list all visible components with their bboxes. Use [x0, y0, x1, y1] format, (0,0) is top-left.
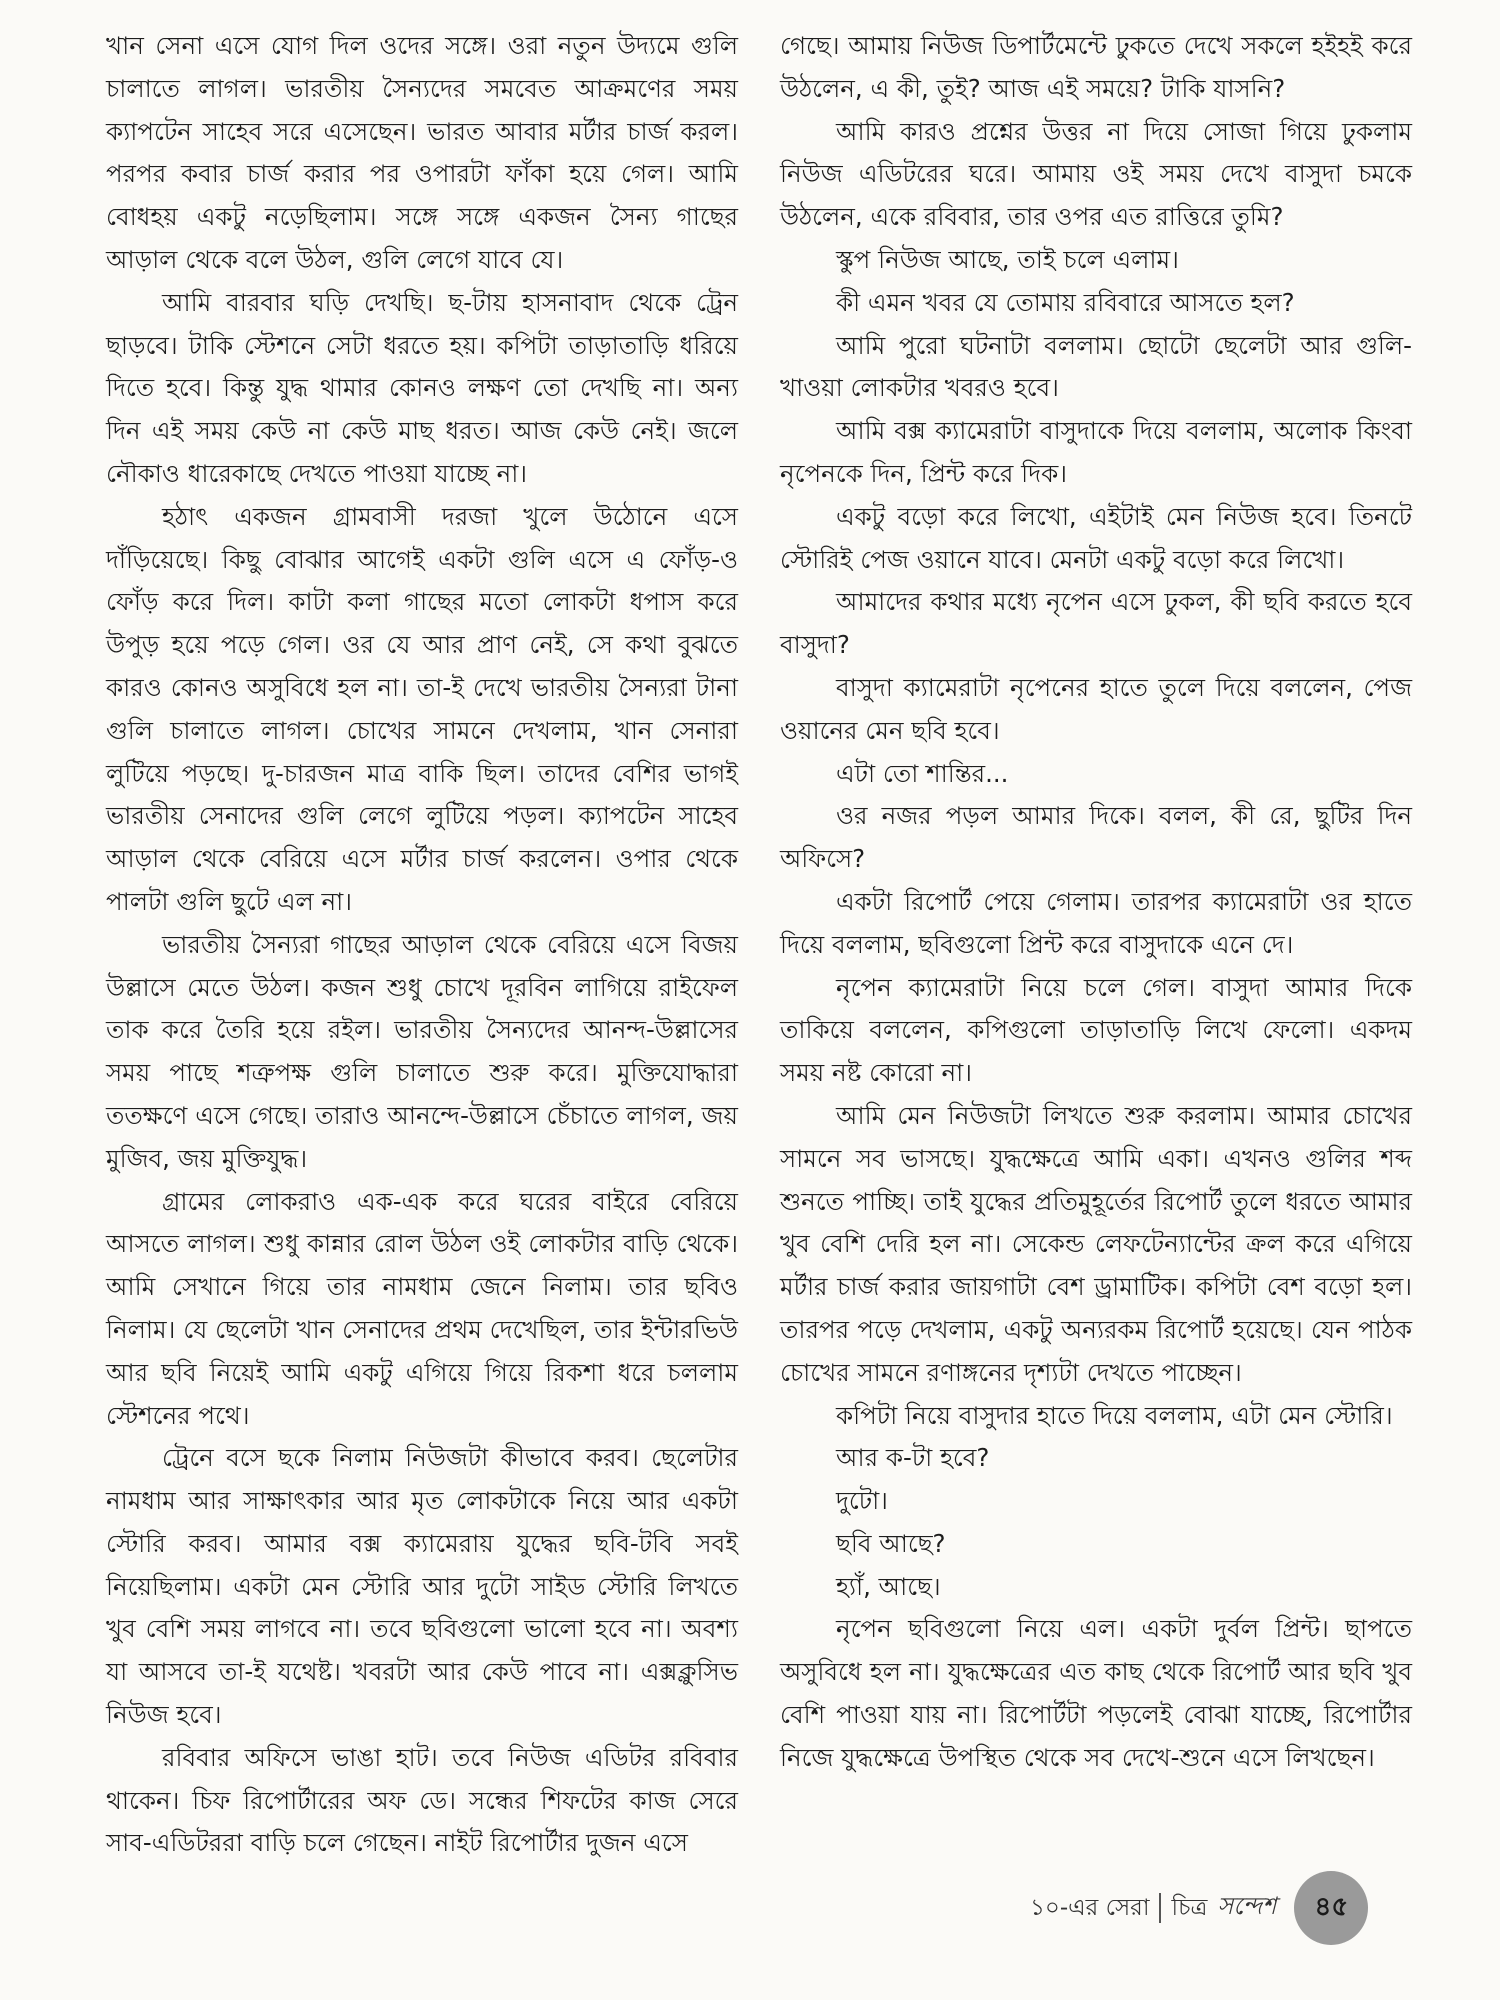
- page-footer: [1030, 1878, 1368, 1938]
- page-number: ৪৫: [1314, 1892, 1349, 1922]
- paragraph: কী এমন খবর যে তোমায় রবিবারে আসতে হল?: [836, 287, 1295, 317]
- paragraph: হঠাৎ একজন গ্রামবাসী দরজা খুলে উঠোনে এসে দাঁড়িয়েছে। কিছু বোঝার আগেই একটা গুলি এসে এ ফোঁড়-ও ফোঁড় করে দিল। কাটা কলা গাছের মতো লোকটা ধপাস করে উপুড় হয়ে পড়ে গেল। ওর যে আর প্রাণ নেই, সে কথা বুঝতে কারও কোনও অসুবিধে হল না। তা-ই দেখে ভারতীয় সৈন্যরা টানা গুলি চালাতে লাগল। চোখের সামনে দেখলাম, খান সেনারা লুটিয়ে পড়ছে। দু-চারজন মাত্র বাকি ছিল। তাদের বেশির ভাগই ভারতীয় সেনাদের গুলি লেগে লুটিয়ে পড়ল। ক্যাপটেন সাহেব আড়াল থেকে বেরিয়ে এসে মর্টার চার্জ করলেন। ওপার থেকে পালটা গুলি ছুটে এল না।: [106, 501, 738, 916]
- paragraph: আর ক-টা হবে?: [836, 1443, 990, 1473]
- footer-divider: [1159, 1893, 1161, 1923]
- paragraph: একটা রিপোর্ট পেয়ে গেলাম। তারপর ক্যামেরাটা ওর হাতে দিয়ে বললাম, ছবিগুলো প্রিন্ট করে বাসুদাকে এনে দে।: [780, 886, 1412, 959]
- footer-prefix: চিত্র: [1171, 1894, 1208, 1921]
- paragraph: রবিবার অফিসে ভাঙা হাট। তবে নিউজ এডিটর রবিবার থাকেন। চিফ রিপোর্টারের অফ ডে। সন্ধের শিফটের কাজ সেরে সাব-এডিটররা বাড়ি চলে গেছেন। নাইট রিপোর্টার দুজন এসে: [106, 1742, 738, 1858]
- paragraph: একটু বড়ো করে লিখো, এইটাই মেন নিউজ হবে। তিনটে স্টোরিই পেজ ওয়ানে যাবে। মেনটা একটু বড়ো করে লিখো।: [780, 501, 1412, 574]
- page-number-badge: [1294, 1871, 1368, 1945]
- paragraph: দুটো।: [836, 1486, 888, 1516]
- series-label: ১০-এর সেরা: [1030, 1894, 1150, 1921]
- paragraph: আমি পুরো ঘটনাটা বললাম। ছোটো ছেলেটা আর গুলি-খাওয়া লোকটার খবরও হবে।: [780, 330, 1412, 403]
- paragraph: গেছে। আমায় নিউজ ডিপার্টমেন্টে ঢুকতে দেখে সকলে হইহই করে উঠলেন, এ কী, তুই? আজ এই সময়ে? টাকি যাসনি?: [780, 31, 1412, 103]
- paragraph: আমি বারবার ঘড়ি দেখছি। ছ-টায় হাসনাবাদ থেকে ট্রেন ছাড়বে। টাকি স্টেশনে সেটা ধরতে হয়। কপিটা তাড়াতাড়ি ধরিয়ে দিতে হবে। কিন্তু যুদ্ধ থামার কোনও লক্ষণ তো দেখছি না। অন্য দিন এই সময় কেউ না কেউ মাছ ধরত। আজ কেউ নেই। জলে নৌকাও ধারেকাছে দেখতে পাওয়া যাচ্ছে না।: [106, 287, 738, 488]
- paragraph: কপিটা নিয়ে বাসুদার হাতে দিয়ে বললাম, এটা মেন স্টোরি।: [836, 1400, 1393, 1430]
- paragraph: বাসুদা ক্যামেরাটা নৃপেনের হাতে তুলে দিয়ে বললেন, পেজ ওয়ানের মেন ছবি হবে।: [780, 672, 1412, 745]
- magazine-brand: সন্দেশ: [1217, 1892, 1277, 1920]
- paragraph: আমি বক্স ক্যামেরাটা বাসুদাকে দিয়ে বললাম, অলোক কিংবা নৃপেনকে দিন, প্রিন্ট করে দিক।: [780, 416, 1412, 488]
- paragraph: গ্রামের লোকরাও এক-এক করে ঘরের বাইরে বেরিয়ে আসতে লাগল। শুধু কান্নার রোল উঠল ওই লোকটার বাড়ি থেকে। আমি সেখানে গিয়ে তার নামধাম জেনে নিলাম। তার ছবিও নিলাম। যে ছেলেটা খান সেনাদের প্রথম দেখেছিল, তার ইন্টারভিউ আর ছবি নিয়েই আমি একটু এগিয়ে গিয়ে রিকশা ধরে চললাম স্টেশনের পথে।: [106, 1186, 738, 1430]
- paragraph: আমি কারও প্রশ্নের উত্তর না দিয়ে সোজা গিয়ে ঢুকলাম নিউজ এডিটরের ঘরে। আমায় ওই সময় দেখে বাসুদা চমকে উঠলেন, একে রবিবার, তার ওপর এত রাত্তিরে তুমি?: [780, 116, 1412, 232]
- paragraph: ভারতীয় সৈন্যরা গাছের আড়াল থেকে বেরিয়ে এসে বিজয় উল্লাসে মেতে উঠল। কজন শুধু চোখে দূরবিন লাগিয়ে রাইফেল তাক করে তৈরি হয়ে রইল। ভারতীয় সৈন্যদের আনন্দ-উল্লাসের সময় পাছে শত্রুপক্ষ গুলি চালাতে শুরু করে। মুক্তিযোদ্ধারা ততক্ষণে এসে গেছে। তারাও আনন্দে-উল্লাসে চেঁচাতে লাগল, জয় মুজিব, জয় মুক্তিযুদ্ধ।: [106, 929, 738, 1173]
- paragraph: নৃপেন ক্যামেরাটা নিয়ে চলে গেল। বাসুদা আমার দিকে তাকিয়ে বললেন, কপিগুলো তাড়াতাড়ি লিখে ফেলো। একদম সময় নষ্ট কোরো না।: [780, 972, 1412, 1088]
- left-column: [106, 25, 738, 1865]
- paragraph: আমি মেন নিউজটা লিখতে শুরু করলাম। আমার চোখের সামনে সব ভাসছে। যুদ্ধক্ষেত্রে আমি একা। এখনও গুলির শব্দ শুনতে পাচ্ছি। তাই যুদ্ধের প্রতিমুহূর্তের রিপোর্ট তুলে ধরতে আমার খুব বেশি দেরি হল না। সেকেন্ড লেফটেন্যান্টের ক্রল করে এগিয়ে মর্টার চার্জ করার জায়গাটা বেশ ড্রামাটিক। কপিটা বেশ বড়ো হল। তারপর পড়ে দেখলাম, একটু অন্যরকম রিপোর্ট হয়েছে। যেন পাঠক চোখের সামনে রণাঙ্গনের দৃশ্যটা দেখতে পাচ্ছেন।: [780, 1100, 1412, 1387]
- paragraph: এটা তো শান্তির...: [836, 758, 1009, 788]
- paragraph: খান সেনা এসে যোগ দিল ওদের সঙ্গে। ওরা নতুন উদ্যমে গুলি চালাতে লাগল। ভারতীয় সৈন্যদের সমবেত আক্রমণের সময় ক্যাপটেন সাহেব সরে এসেছেন। ভারত আবার মর্টার চার্জ করল। পরপর কবার চার্জ করার পর ওপারটা ফাঁকা হয়ে গেল। আমি বোধহয় একটু নড়েছিলাম। সঙ্গে সঙ্গে একজন সৈন্য গাছের আড়াল থেকে বলে উঠল, গুলি লেগে যাবে যে।: [106, 31, 738, 274]
- paragraph: ওর নজর পড়ল আমার দিকে। বলল, কী রে, ছুটির দিন অফিসে?: [780, 801, 1412, 874]
- paragraph: ট্রেনে বসে ছকে নিলাম নিউজটা কীভাবে করব। ছেলেটার নামধাম আর সাক্ষাৎকার আর মৃত লোকটাকে নিয়ে আর একটা স্টোরি করব। আমার বক্স ক্যামেরায় যুদ্ধের ছবি-টবি সবই নিয়েছিলাম। একটা মেন স্টোরি আর দুটো সাইড স্টোরি লিখতে খুব বেশি সময় লাগবে না। তবে ছবিগুলো ভালো হবে না। অবশ্য যা আসবে তা-ই যথেষ্ট। খবরটা আর কেউ পাবে না। এক্সক্লুসিভ নিউজ হবে।: [106, 1443, 738, 1730]
- paragraph: আমাদের কথার মধ্যে নৃপেন এসে ঢুকল, কী ছবি করতে হবে বাসুদা?: [780, 587, 1412, 660]
- paragraph: হ্যাঁ, আছে।: [836, 1571, 941, 1601]
- paragraph: স্কুপ নিউজ আছে, তাই চলে এলাম।: [836, 244, 1179, 274]
- paragraph: ছবি আছে?: [836, 1528, 946, 1558]
- paragraph: নৃপেন ছবিগুলো নিয়ে এল। একটা দুর্বল প্রিন্ট। ছাপতে অসুবিধে হল না। যুদ্ধক্ষেত্রের এত কাছ থেকে রিপোর্ট আর ছবি খুব বেশি পাওয়া যায় না। রিপোর্টটা পড়লেই বোঝা যাচ্ছে, রিপোর্টার নিজে যুদ্ধক্ষেত্রে উপস্থিত থেকে সব দেখে-শুনে এসে লিখছেন।: [780, 1614, 1412, 1772]
- right-column: [780, 25, 1412, 1780]
